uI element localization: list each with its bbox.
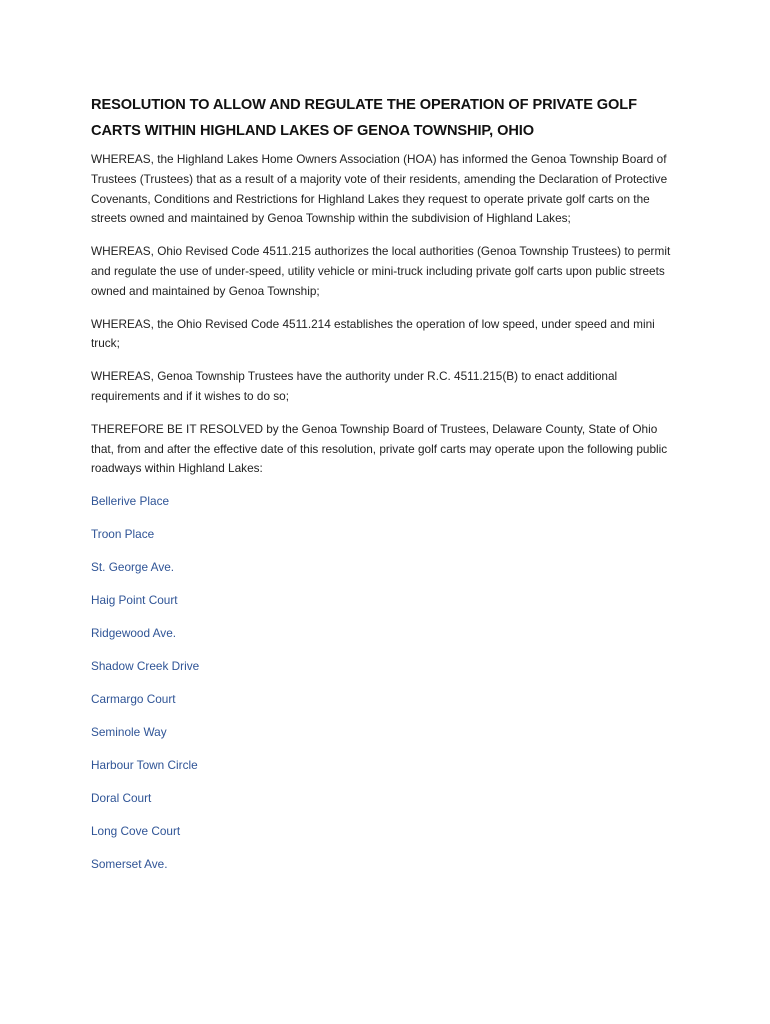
roadway-item: Shadow Creek Drive [91,659,200,674]
document-title: RESOLUTION TO ALLOW AND REGULATE THE OPERATION OF PRIVATE GOLF CARTS WITHIN HIGHLAND LAKES OF GENOA TOWNSHIP, OHIO [91,97,637,139]
roadway-item: Bellerive Place [91,494,170,509]
roadway-item: Troon Place [91,527,155,542]
resolved-paragraph: THEREFORE BE IT RESOLVED by the Genoa Township Board of Trustees, Delaware County, State of Ohio that, from and after the effective date of this resolution, private golf carts may operate upon the following public roadways within Highland Lakes: [91,421,668,476]
roadway-item: Carmargo Court [91,692,176,707]
roadway-item: Long Cove Court [91,824,181,839]
roadway-item: Haig Point Court [91,593,178,608]
roadway-item: Somerset Ave. [91,857,168,872]
roadway-item: St. George Ave. [91,560,175,575]
whereas-paragraph-hoa: WHEREAS, the Highland Lakes Home Owners Association (HOA) has informed the Genoa Township Board of Trustees (Trustees) that as a result of a majority vote of their residents, amending the Declaration of Protective Covenants, Conditions and Restrictions for Highland Lakes they request to operate private golf carts on the streets owned and maintained by Genoa Township within the subdivision of Highland Lakes; [91,152,668,226]
roadway-item: Seminole Way [91,725,167,740]
roadway-item: Doral Court [91,791,152,806]
whereas-paragraph-authority: WHEREAS, Genoa Township Trustees have the authority under R.C. 4511.215(B) to enact additional requirements and if it wishes to do so; [91,369,618,403]
roadway-item: Ridgewood Ave. [91,626,177,641]
roadway-item: Harbour Town Circle [91,758,198,773]
whereas-paragraph-orc-4511-215: WHEREAS, Ohio Revised Code 4511.215 authorizes the local authorities (Genoa Township Trustees) to permit and regulate the use of under-speed, utility vehicle or mini-truck including private golf carts upon public streets owned and maintained by Genoa Township; [91,244,671,298]
whereas-paragraph-orc-4511-214: WHEREAS, the Ohio Revised Code 4511.214 establishes the operation of low speed, under speed and mini truck; [91,316,655,351]
roadway-list [91,492,682,888]
